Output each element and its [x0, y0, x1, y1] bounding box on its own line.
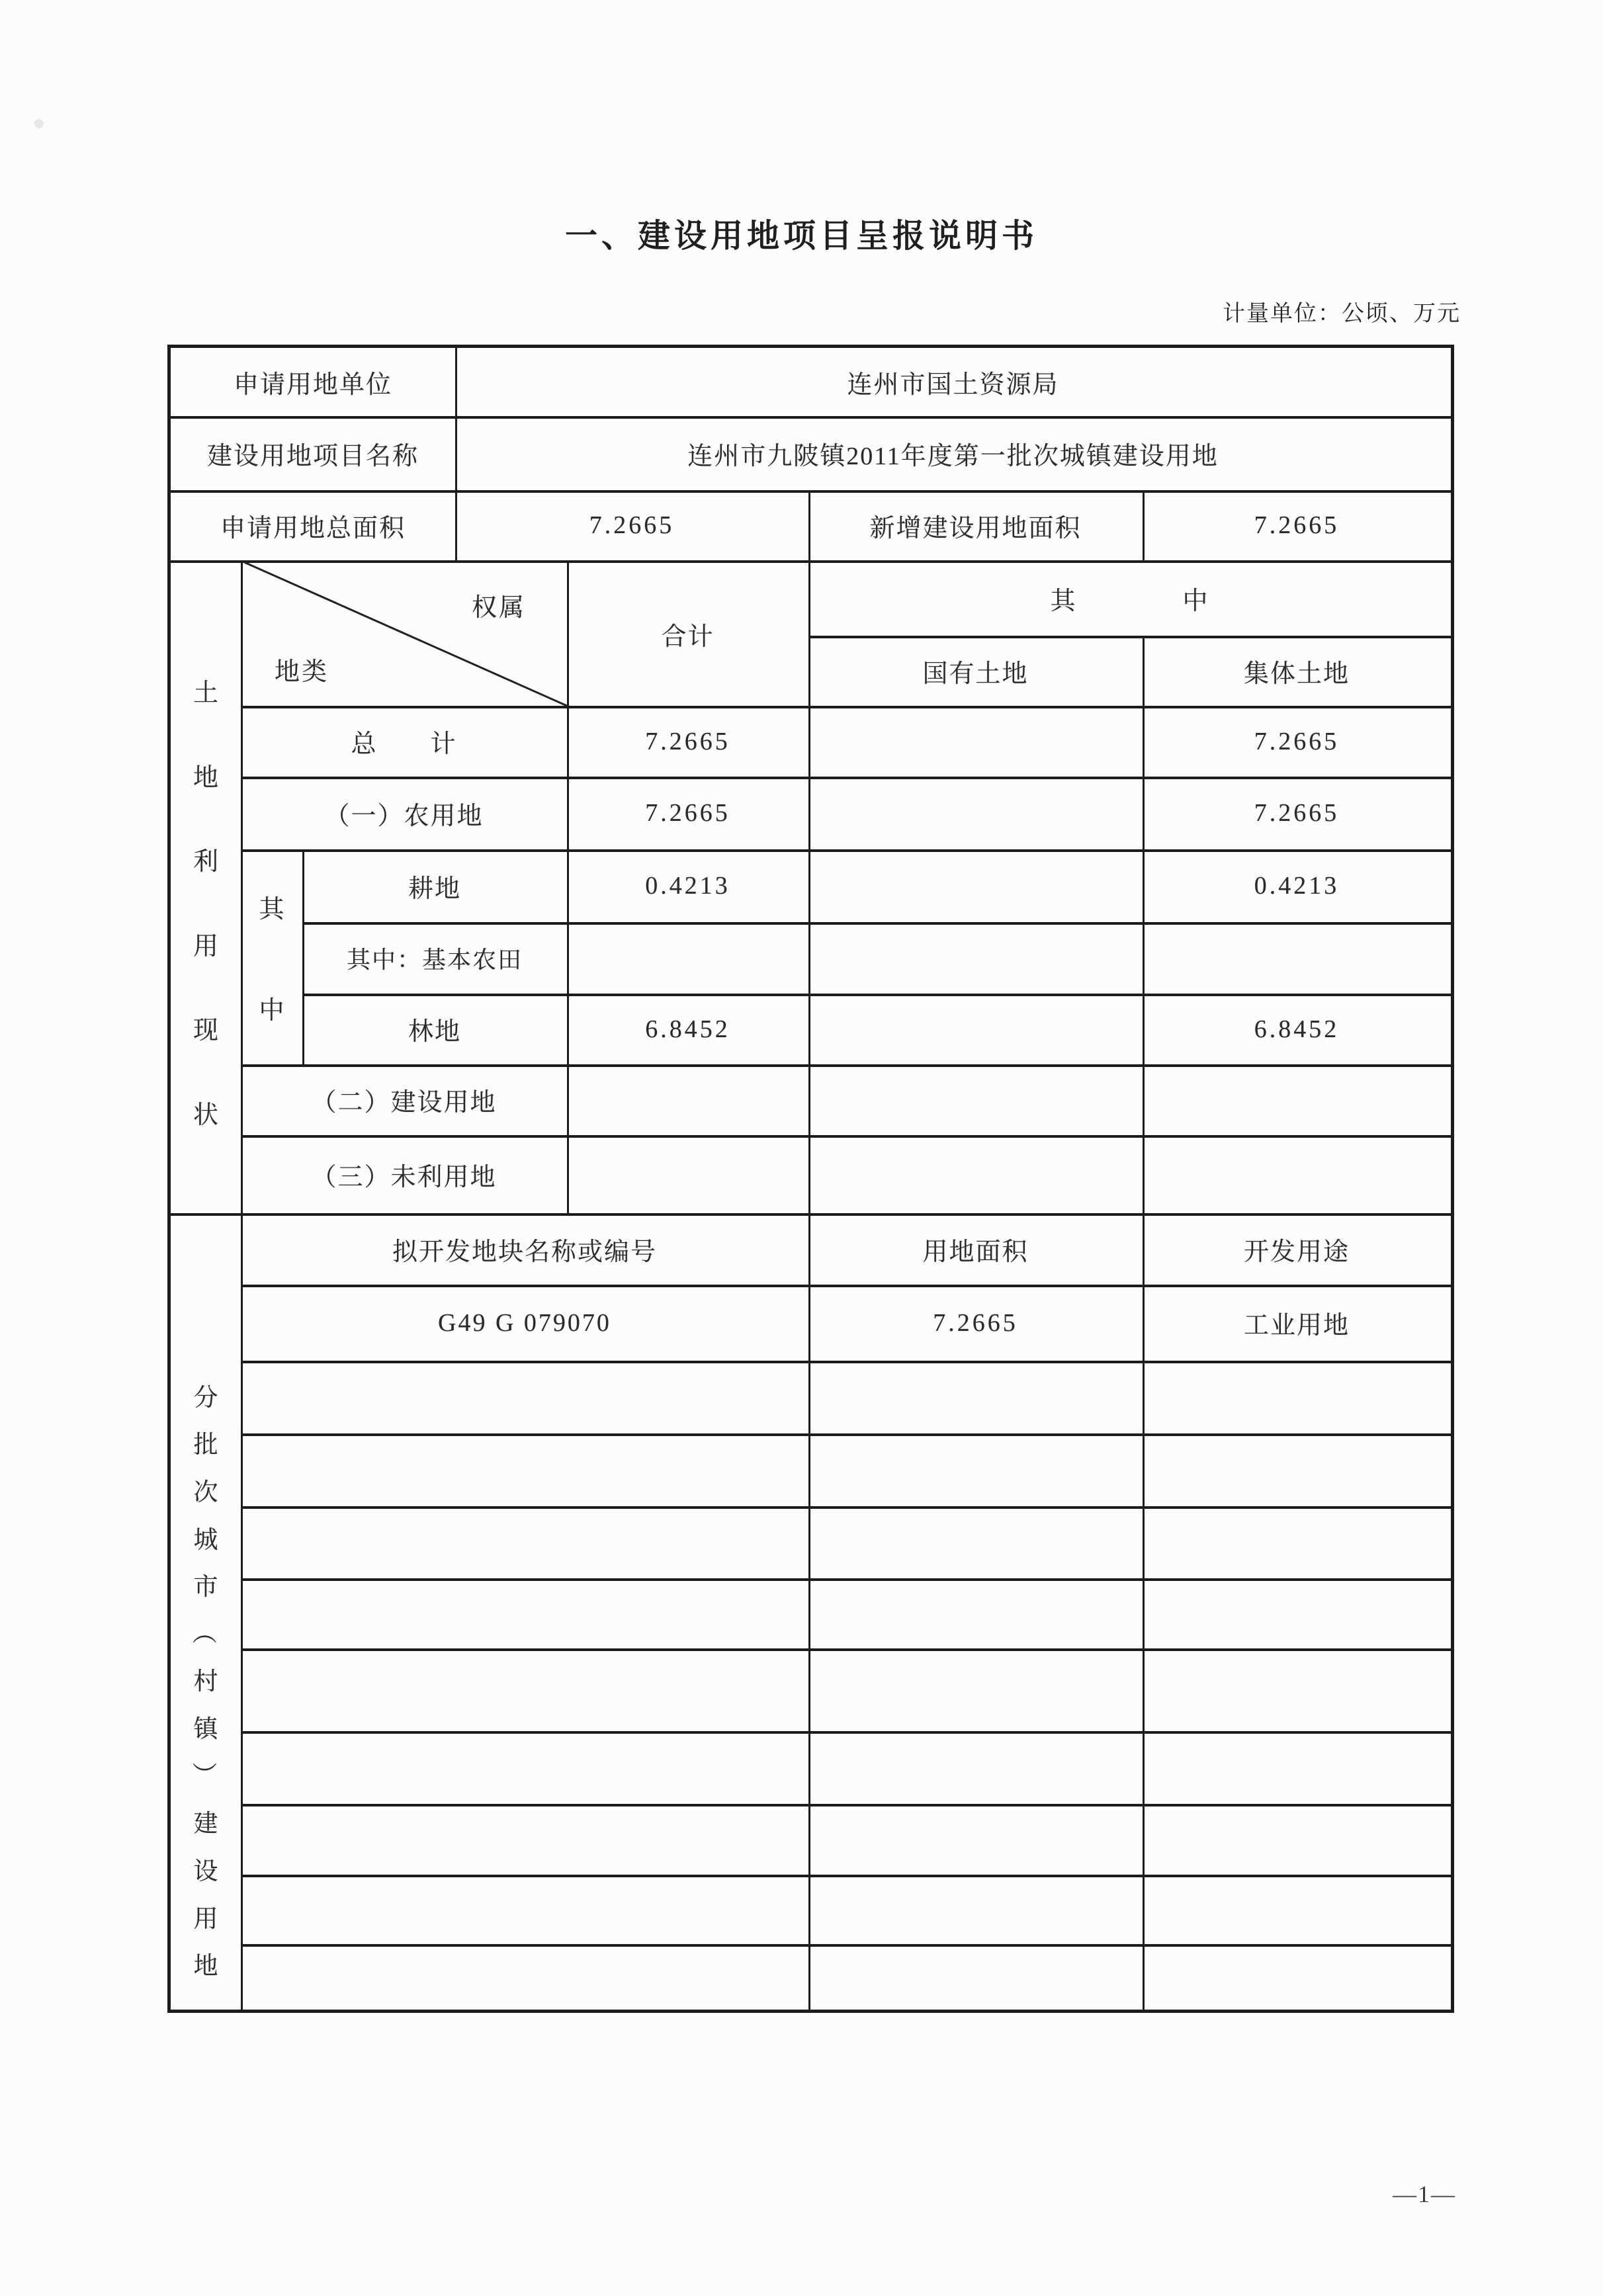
- row-basic-farmland-label: 其中：基本农田: [346, 946, 523, 973]
- among-subcol-label: 其 中: [259, 895, 284, 1025]
- ownership-label: 权属: [471, 594, 526, 622]
- collective-header: 集体土地: [1243, 659, 1350, 688]
- grid-line: [241, 1648, 1451, 1651]
- row-unused-label: （三）未利用地: [311, 1163, 497, 1191]
- total-col-header: 合计: [661, 622, 715, 651]
- row-total-label: 总 计: [351, 730, 457, 758]
- row-agricultural-label: （一）农用地: [324, 802, 484, 830]
- among-col-header: 其 中: [1050, 587, 1209, 615]
- project-name-value: 连州市九陂镇2011年度第一批次城镇建设用地: [687, 442, 1219, 470]
- applicant-label: 申请用地单位: [233, 371, 392, 399]
- measurement-unit-note: 计量单位：公顷、万元: [1223, 302, 1461, 326]
- grid-line: [241, 1361, 1451, 1363]
- grid-line: [241, 1578, 1451, 1581]
- scan-artifact: [34, 119, 44, 128]
- row-construction-label: （二）建设用地: [311, 1089, 497, 1117]
- total-area-label: 申请用地总面积: [220, 514, 406, 542]
- page-number: —1—: [1393, 2181, 1456, 2207]
- plot-use-col-header: 开发用途: [1243, 1238, 1350, 1266]
- batch-section-label: 分 批 次 城 市 （ 村 镇 ） 建 设 用 地: [189, 1384, 218, 1980]
- row-total-jiti: 7.2665: [1254, 727, 1340, 755]
- land-use-section-label: 土 地 利 用 现 状: [193, 679, 218, 1129]
- new-area-value: 7.2665: [1254, 511, 1340, 539]
- plot-name-col-header: 拟开发地块名称或编号: [392, 1238, 657, 1266]
- project-name-label: 建设用地项目名称: [206, 442, 419, 470]
- plot-code: G49 G 079070: [438, 1308, 611, 1337]
- grid-line: [241, 1433, 1451, 1436]
- page-title: 一、建设用地项目呈报说明书: [564, 218, 1038, 254]
- state-owned-header: 国有土地: [922, 659, 1029, 688]
- total-area-value: 7.2665: [589, 511, 675, 539]
- land-class-label: 地类: [275, 658, 329, 686]
- row-forest-label: 林地: [408, 1018, 461, 1046]
- grid-line: [241, 1875, 1451, 1877]
- row-cultivated-label: 耕地: [408, 874, 461, 903]
- grid-line: [241, 1731, 1451, 1734]
- plot-use: 工业用地: [1243, 1312, 1350, 1339]
- row-total-heji: 7.2665: [645, 727, 730, 755]
- row-forest-heji: 6.8452: [645, 1015, 730, 1043]
- report-table: [167, 345, 1454, 2013]
- plot-area: 7.2665: [933, 1308, 1018, 1337]
- row-cultivated-jiti: 0.4213: [1254, 872, 1340, 900]
- applicant-value: 连州市国土资源局: [847, 371, 1059, 399]
- grid-line: [241, 1506, 1451, 1509]
- grid-line: [241, 1944, 1451, 1947]
- new-area-label: 新增建设用地面积: [869, 514, 1082, 542]
- diagonal-header-cell: [243, 562, 567, 706]
- row-cultivated-heji: 0.4213: [645, 872, 730, 900]
- row-agricultural-jiti: 7.2665: [1254, 799, 1340, 827]
- plot-area-col-header: 用地面积: [922, 1238, 1029, 1266]
- row-forest-jiti: 6.8452: [1254, 1015, 1340, 1043]
- row-agricultural-heji: 7.2665: [645, 799, 730, 827]
- grid-line: [241, 1804, 1451, 1807]
